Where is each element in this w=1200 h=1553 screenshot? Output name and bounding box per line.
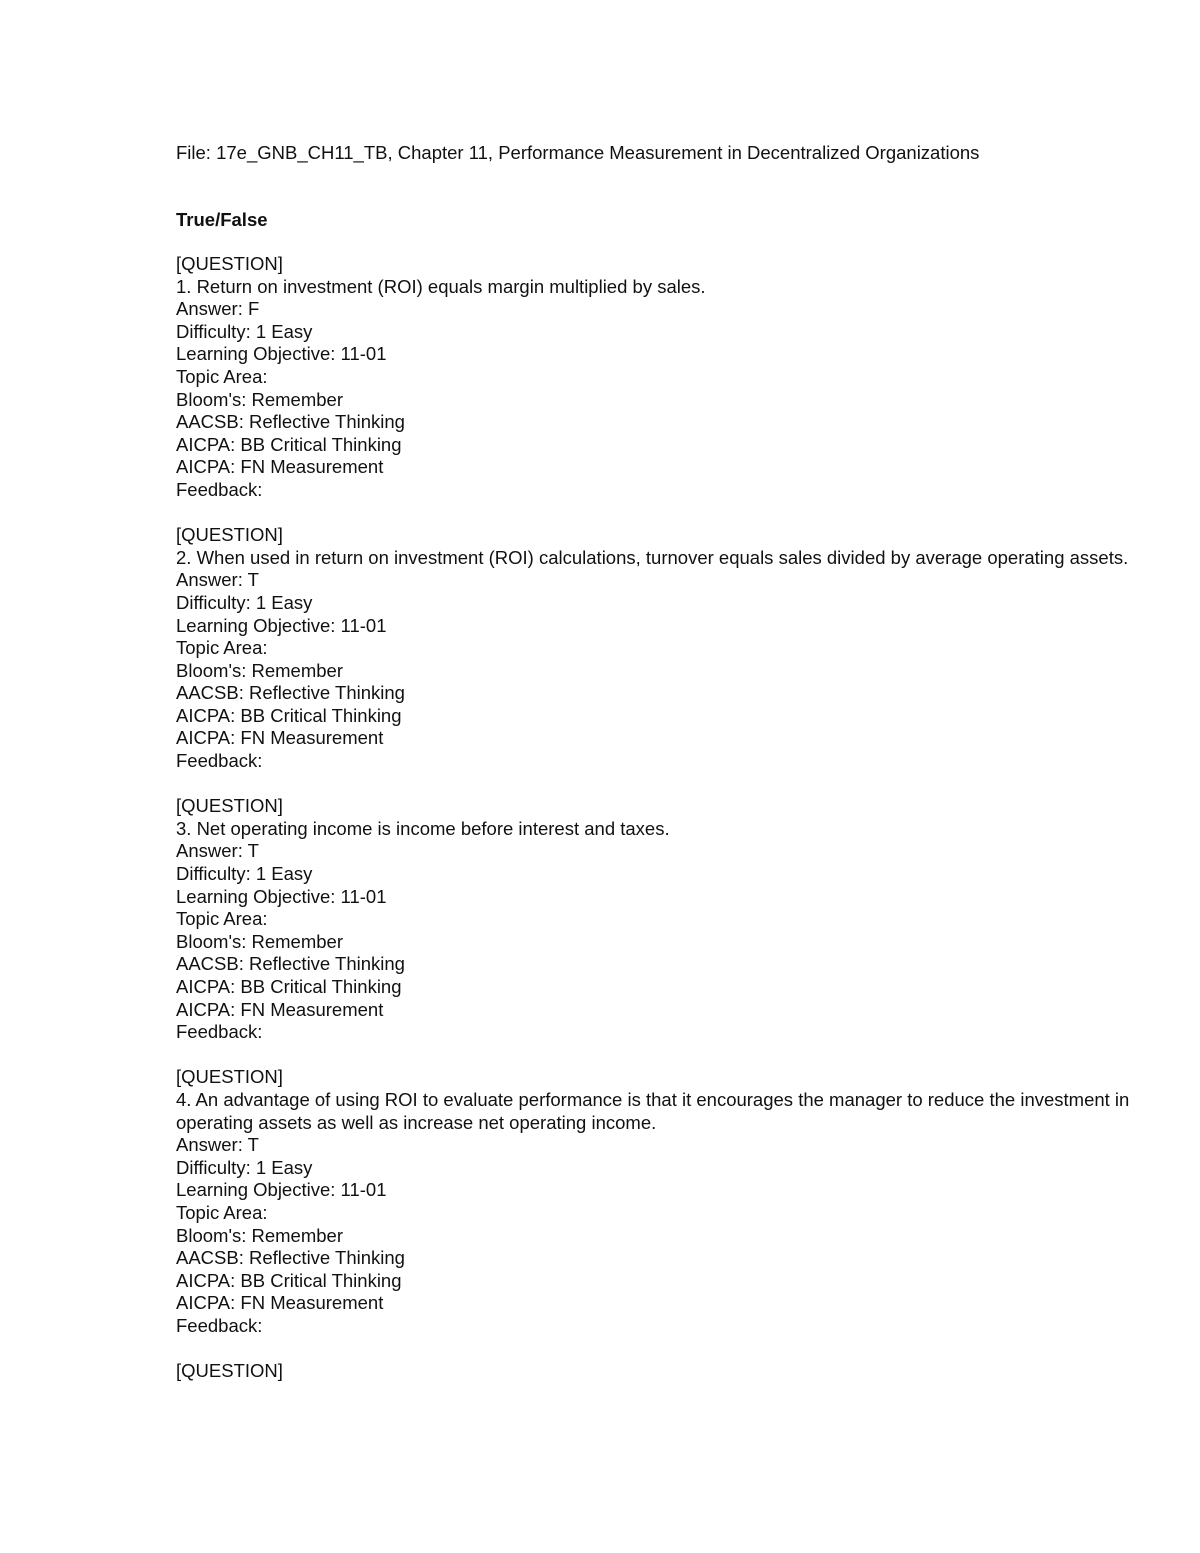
difficulty: Difficulty: 1 Easy [176, 591, 313, 613]
aicpa-fn: AICPA: FN Measurement [176, 456, 384, 478]
answer: Answer: T [176, 840, 259, 862]
difficulty: Difficulty: 1 Easy [176, 1156, 313, 1178]
learning-objective: Learning Objective: 11-01 [176, 614, 387, 636]
aacsb: AACSB: Reflective Thinking [176, 682, 405, 704]
answer: Answer: T [176, 1134, 259, 1156]
feedback: Feedback: [176, 750, 263, 772]
learning-objective: Learning Objective: 11-01 [176, 1179, 387, 1201]
question-text: 3. Net operating income is income before interest and taxes. [176, 817, 670, 839]
question-4 [176, 1066, 1136, 1337]
question-3 [176, 795, 1136, 1044]
question-text: 4. An advantage of using ROI to evaluate performance is that it encourages the manager to reduce the investment in operating assets as well as increase net operating income. [176, 1088, 1130, 1133]
feedback: Feedback: [176, 1314, 263, 1336]
topic-area: Topic Area: [176, 365, 268, 387]
aicpa-fn: AICPA: FN Measurement [176, 1292, 384, 1314]
feedback: Feedback: [176, 1021, 263, 1043]
difficulty: Difficulty: 1 Easy [176, 863, 313, 885]
answer: Answer: T [176, 569, 259, 591]
section-title: True/False [176, 209, 268, 230]
question-1 [176, 253, 1136, 502]
question-text: 1. Return on investment (ROI) equals margin multiplied by sales. [176, 275, 706, 297]
topic-area: Topic Area: [176, 908, 268, 930]
feedback: Feedback: [176, 478, 263, 500]
aicpa-bb: AICPA: BB Critical Thinking [176, 976, 402, 997]
aicpa-fn: AICPA: FN Measurement [176, 998, 384, 1020]
question-tag: [QUESTION] [176, 253, 283, 274]
file-header: File: 17e_GNB_CH11_TB, Chapter 11, Performance Measurement in Decentralized Organizations [176, 142, 980, 163]
question-tag: [QUESTION] [176, 1066, 283, 1088]
topic-area: Topic Area: [176, 1201, 268, 1223]
answer: Answer: F [176, 298, 260, 320]
learning-objective: Learning Objective: 11-01 [176, 343, 387, 365]
blooms: Bloom's: Remember [176, 388, 343, 410]
aacsb: AACSB: Reflective Thinking [176, 953, 405, 975]
topic-area: Topic Area: [176, 637, 268, 659]
question-5-tag: [QUESTION] [176, 1360, 283, 1382]
blooms: Bloom's: Remember [176, 1224, 343, 1246]
aicpa-fn: AICPA: FN Measurement [176, 727, 384, 749]
question-tag: [QUESTION] [176, 524, 283, 546]
blooms: Bloom's: Remember [176, 659, 343, 681]
aicpa-bb: AICPA: BB Critical Thinking [176, 1269, 402, 1291]
question-text: 2. When used in return on investment (ROI) calculations, turnover equals sales divided by average operating assets. [176, 546, 1129, 568]
question-tag: [QUESTION] [176, 795, 283, 817]
blooms: Bloom's: Remember [176, 930, 343, 952]
learning-objective: Learning Objective: 11-01 [176, 885, 387, 907]
aacsb: AACSB: Reflective Thinking [176, 411, 405, 433]
aicpa-bb: AICPA: BB Critical Thinking [176, 704, 402, 726]
question-2 [176, 524, 1136, 773]
document-page [176, 141, 1136, 1383]
aicpa-bb: AICPA: BB Critical Thinking [176, 433, 402, 455]
difficulty: Difficulty: 1 Easy [176, 320, 313, 342]
aacsb: AACSB: Reflective Thinking [176, 1247, 405, 1269]
